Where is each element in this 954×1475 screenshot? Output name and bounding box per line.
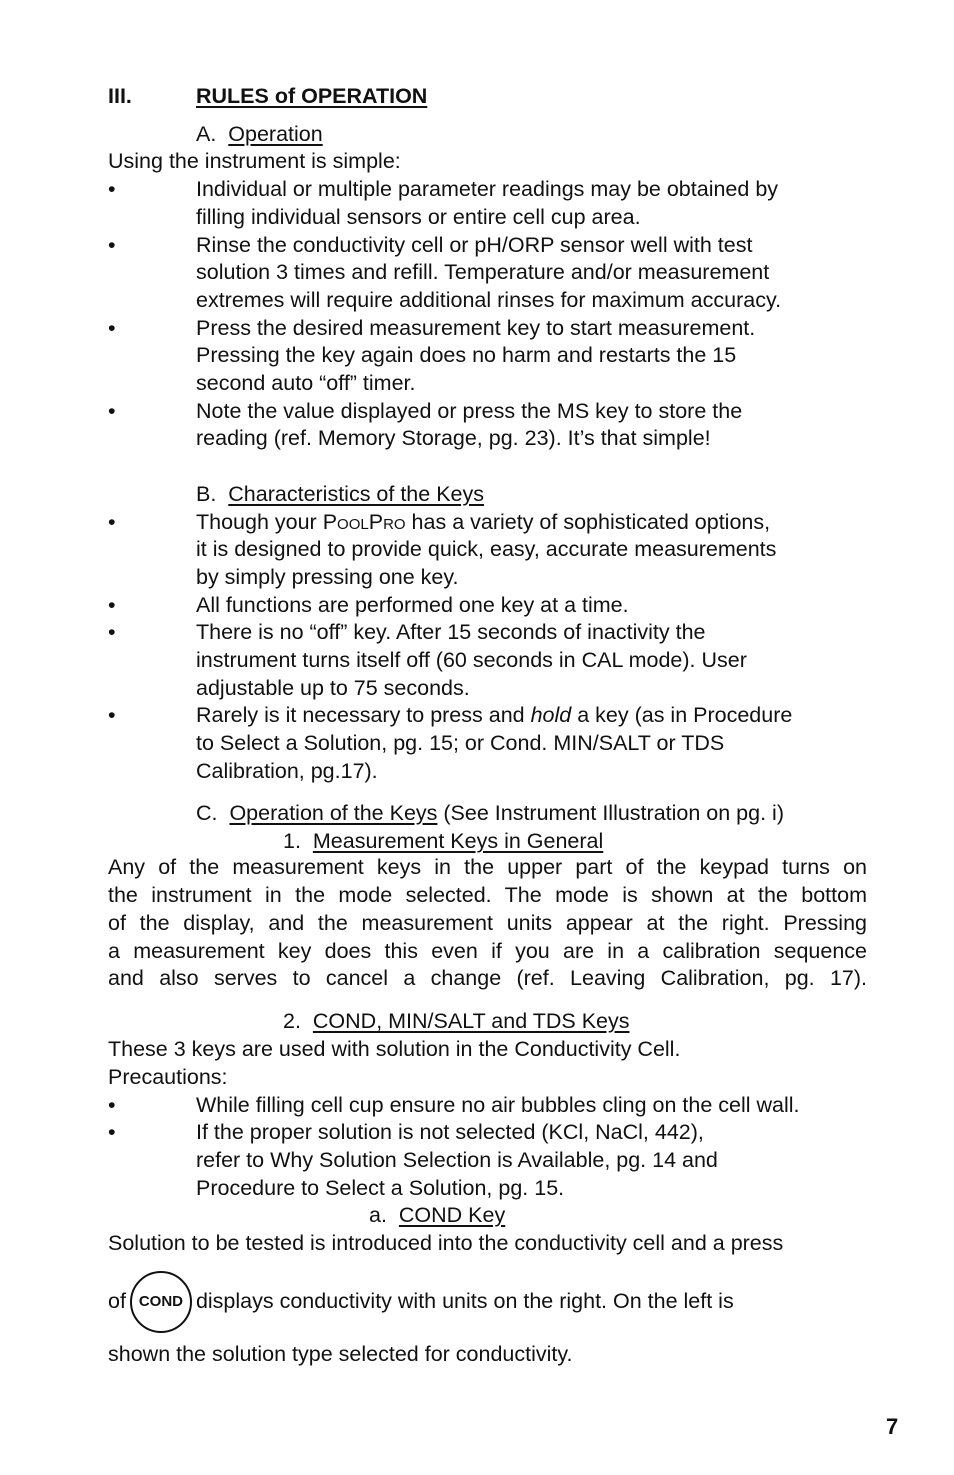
section-numeral: III.: [108, 84, 132, 108]
subsection-a-heading: [196, 120, 323, 148]
precaution-bullet-1: While filling cell cup ensure no air bubbles cling on the cell wall.: [196, 1093, 800, 1117]
operation-bullet-2-line-3: extremes will require additional rinses for maximum accuracy.: [196, 288, 782, 312]
item-1-paragraph-line-5: and also serves to cancel a change (ref. Leaving Calibration, pg. 17).: [108, 966, 867, 990]
brand-name-small-1: OOL: [337, 516, 369, 533]
item-2-number: 2.: [283, 1009, 301, 1033]
operation-bullet-2-line-2: solution 3 times and refill. Temperature and/or measurement: [196, 260, 770, 284]
precaution-bullet-2-line-3: Procedure to Select a Solution, pg. 15.: [196, 1176, 565, 1200]
operation-bullet-1-line-2: filling individual sensors or entire cell cup area.: [196, 205, 641, 229]
subsection-c-title: Operation of the Keys: [229, 801, 438, 825]
operation-bullet-4-line-1: Note the value displayed or press the MS key to store the: [196, 399, 743, 423]
subsection-b-heading: [196, 480, 484, 508]
item-1-paragraph-line-1: Any of the measurement keys in the upper part of the keypad turns on: [108, 855, 867, 879]
subsection-c-heading: [196, 799, 784, 827]
precaution-bullet-2-line-1: If the proper solution is not selected (KCl, NaCl, 442),: [196, 1120, 704, 1144]
section-title: RULES of OPERATION: [196, 84, 428, 108]
cond-key-description: displays conductivity with units on the right. On the left is: [195, 1289, 734, 1313]
bullet-marker: •: [108, 233, 116, 257]
keys-bullet-4-prefix: Rarely is it necessary to press and: [196, 703, 531, 727]
keys-bullet-1-prefix: Though your: [196, 510, 323, 534]
keys-bullet-1-suffix: has a variety of sophisticated options,: [405, 510, 771, 534]
subsection-c-note: (See Instrument Illustration on pg. i): [437, 801, 784, 825]
page-number: 7: [886, 1414, 899, 1439]
item-1-title: Measurement Keys in General: [312, 829, 604, 853]
keys-bullet-4-emphasis: hold: [530, 703, 572, 727]
operation-intro: Using the instrument is simple:: [108, 149, 401, 173]
bullet-marker: •: [108, 316, 116, 340]
item-2-line-1: These 3 keys are used with solution in the Conductivity Cell.: [108, 1037, 681, 1061]
keys-bullet-1-line-3: by simply pressing one key.: [196, 565, 459, 589]
item-2-title: COND, MIN/SALT and TDS Keys: [312, 1009, 630, 1033]
item-1-paragraph-line-2: the instrument in the mode selected. The mode is shown at the bottom: [108, 883, 867, 907]
operation-bullet-4-line-2: reading (ref. Memory Storage, pg. 23). It’s that simple!: [196, 426, 711, 450]
operation-bullet-3-line-1: Press the desired measurement key to start measurement.: [196, 316, 756, 340]
cond-key-icon: COND: [130, 1271, 192, 1333]
cond-key-of: of: [108, 1289, 126, 1313]
keys-bullet-2: All functions are performed one key at a time.: [196, 593, 629, 617]
cond-key-heading: [369, 1201, 505, 1229]
bullet-marker: •: [108, 510, 116, 534]
bullet-marker: •: [108, 1120, 116, 1144]
keys-bullet-4-line-2: to Select a Solution, pg. 15; or Cond. MIN/SALT or TDS: [196, 731, 725, 755]
keys-bullet-4-suffix: a key (as in Procedure: [571, 703, 793, 727]
cond-key-title: COND Key: [398, 1203, 506, 1227]
cond-key-line-1: Solution to be tested is introduced into the conductivity cell and a press: [108, 1231, 784, 1255]
operation-bullet-1-line-1: Individual or multiple parameter readings may be obtained by: [196, 177, 779, 201]
bullet-marker: •: [108, 703, 116, 727]
keys-bullet-4-line-1: [196, 701, 792, 729]
item-1-heading: [283, 827, 603, 855]
subsection-b-letter: B.: [196, 482, 217, 506]
operation-bullet-2-line-1: Rinse the conductivity cell or pH/ORP sensor well with test: [196, 233, 753, 257]
item-2-line-2: Precautions:: [108, 1065, 228, 1089]
bullet-marker: •: [108, 399, 116, 423]
bullet-marker: •: [108, 177, 116, 201]
cond-key-line-2: [108, 1270, 734, 1333]
subsection-c-letter: C.: [196, 801, 218, 825]
cond-key-line-3: shown the solution type selected for conductivity.: [108, 1342, 573, 1366]
cond-key-letter: a.: [369, 1203, 387, 1227]
keys-bullet-1-line-2: it is designed to provide quick, easy, accurate measurements: [196, 537, 777, 561]
bullet-marker: •: [108, 593, 116, 617]
keys-bullet-3-line-1: There is no “off” key. After 15 seconds of inactivity the: [196, 620, 706, 644]
subsection-a-letter: A.: [196, 122, 217, 146]
item-1-number: 1.: [283, 829, 301, 853]
item-1-paragraph-line-3: of the display, and the measurement units appear at the right. Pressing: [108, 911, 867, 935]
keys-bullet-3-line-2: instrument turns itself off (60 seconds in CAL mode). User: [196, 648, 747, 672]
subsection-a-title: Operation: [228, 122, 323, 146]
item-1-paragraph-line-4: a measurement key does this even if you are in a calibration sequence: [108, 939, 867, 963]
keys-bullet-4-line-3: Calibration, pg.17).: [196, 759, 378, 783]
item-2-heading: [283, 1007, 630, 1035]
bullet-marker: •: [108, 1093, 116, 1117]
bullet-marker: •: [108, 620, 116, 644]
subsection-b-title: Characteristics of the Keys: [228, 482, 484, 506]
precaution-bullet-2-line-2: refer to Why Solution Selection is Available, pg. 14 and: [196, 1148, 718, 1172]
keys-bullet-3-line-3: adjustable up to 75 seconds.: [196, 676, 470, 700]
operation-bullet-3-line-3: second auto “off” timer.: [196, 371, 416, 395]
brand-name-cap-2: P: [368, 510, 384, 534]
operation-bullet-3-line-2: Pressing the key again does no harm and restarts the 15: [196, 343, 737, 367]
brand-name-cap-1: P: [322, 510, 338, 534]
brand-name-small-2: RO: [383, 516, 406, 533]
